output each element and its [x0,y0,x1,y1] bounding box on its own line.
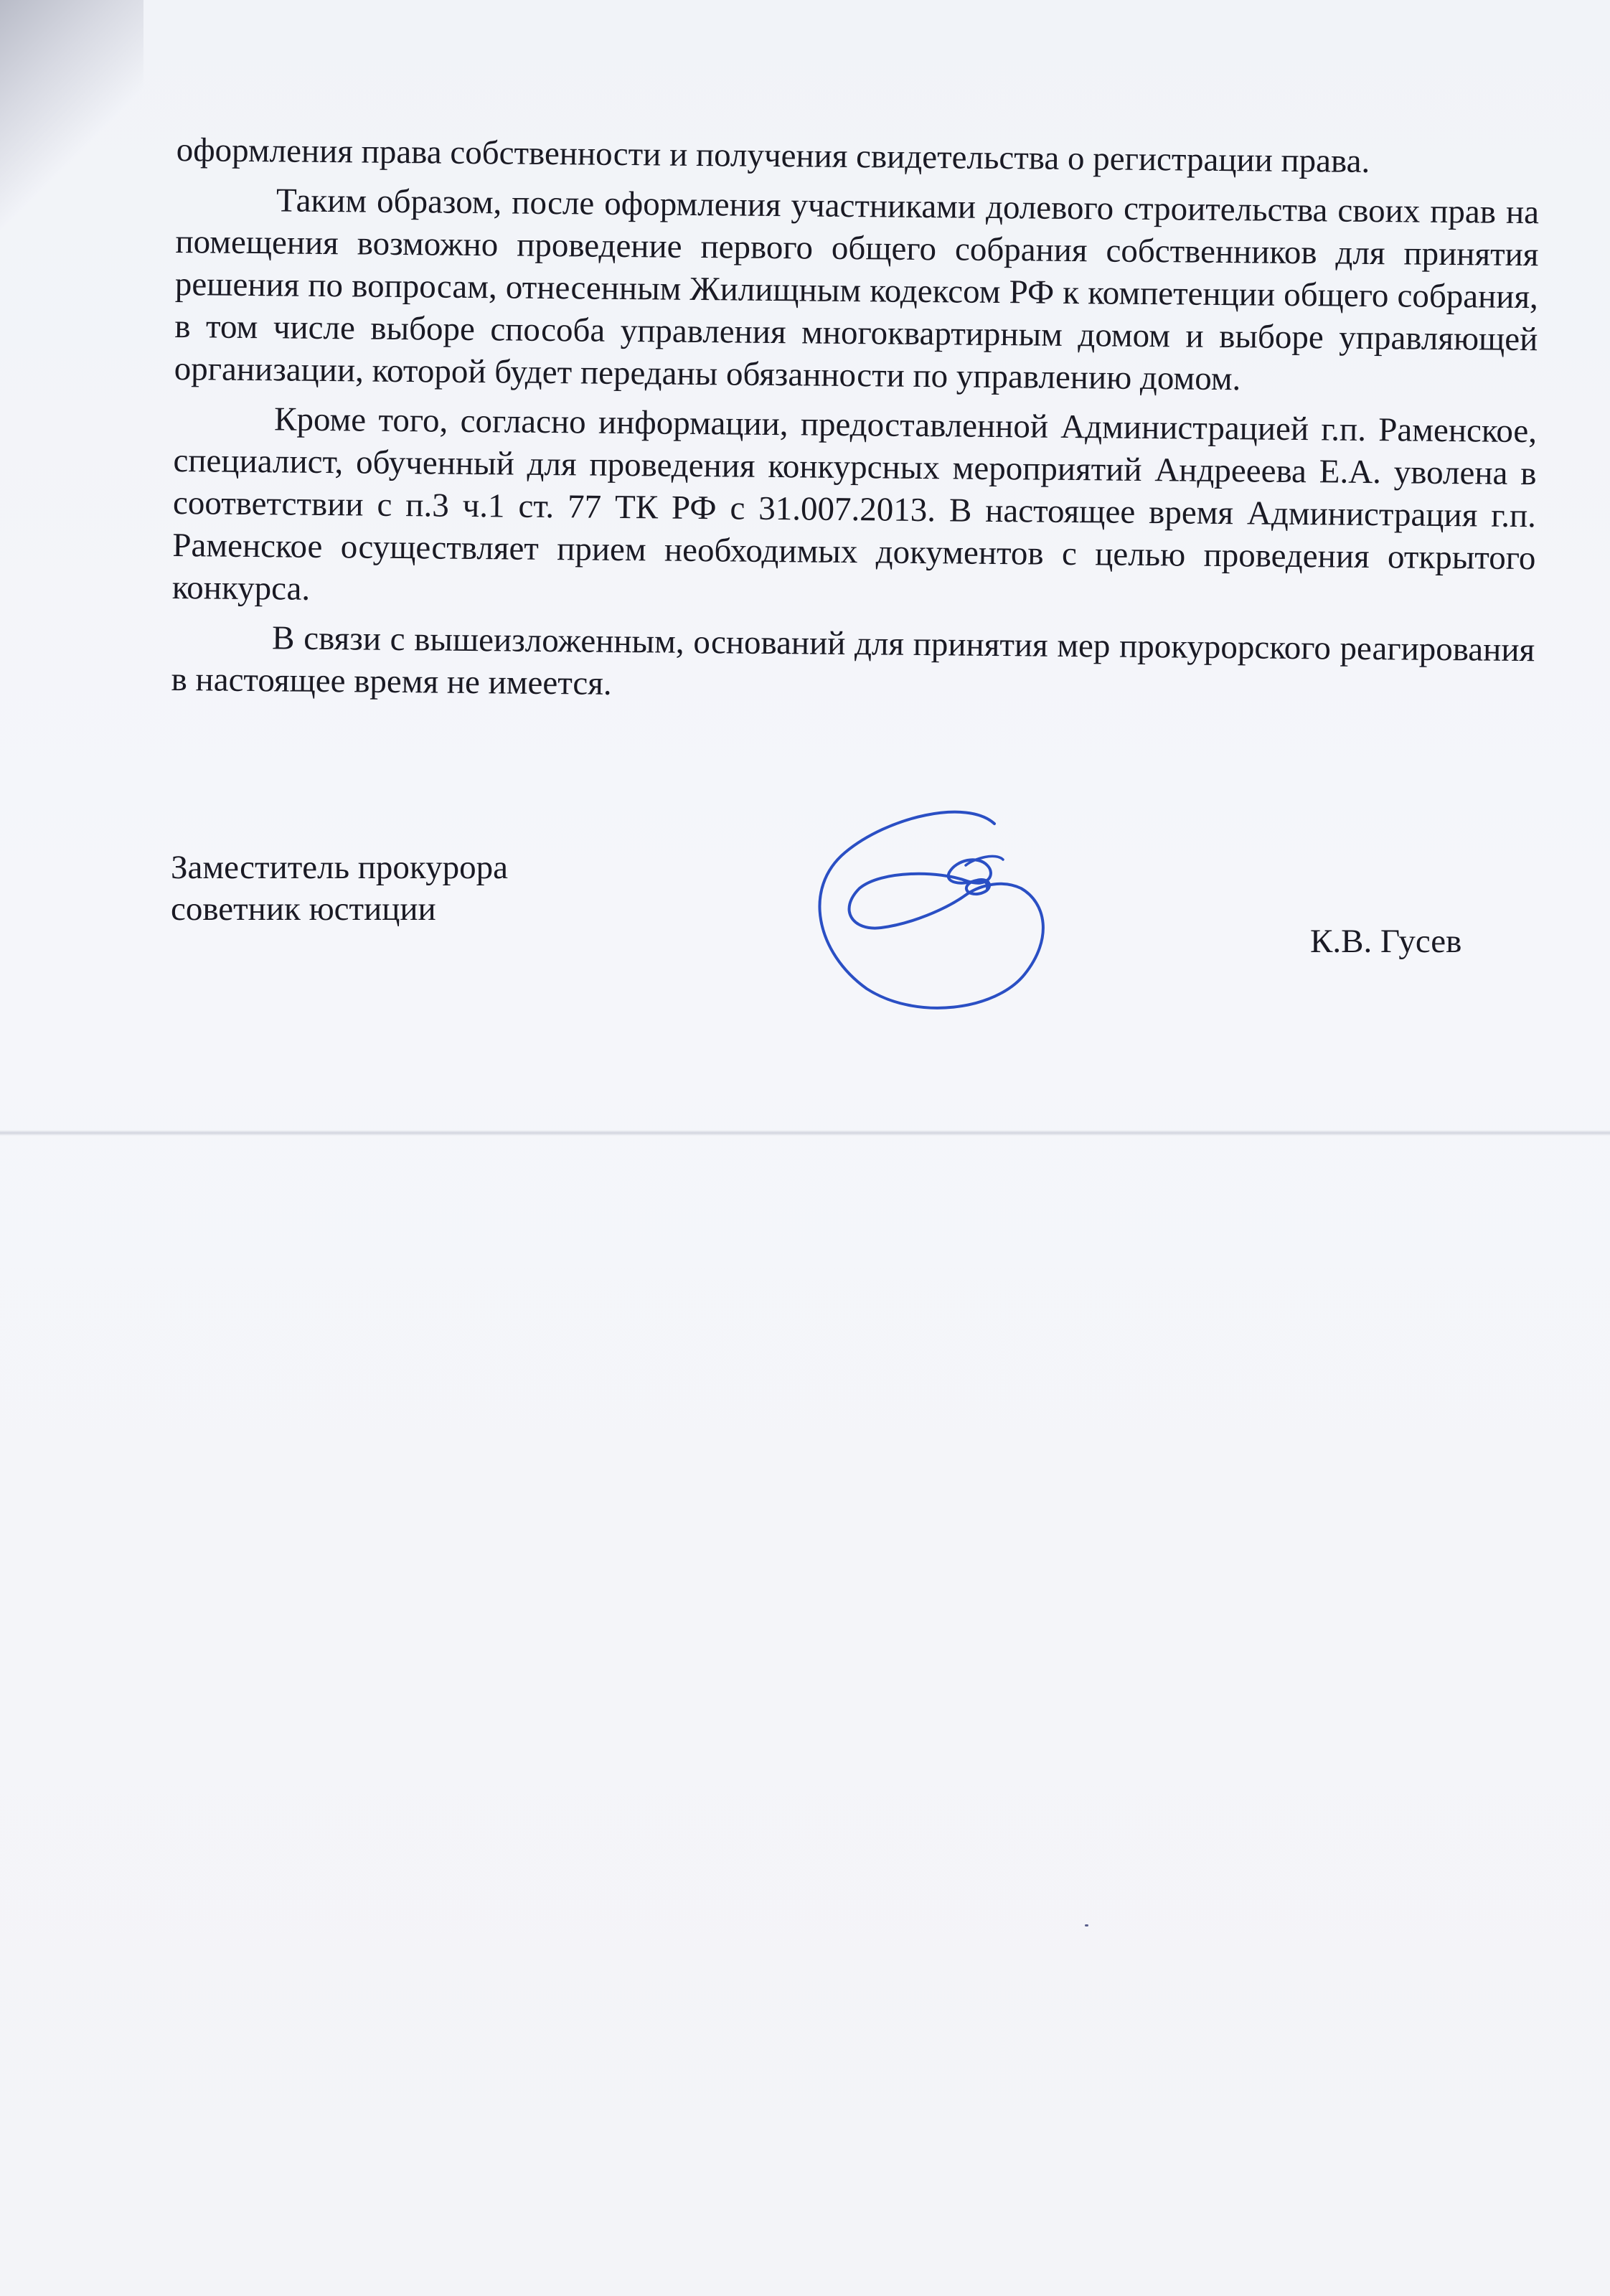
paper-fold-line [0,1130,1610,1136]
signatory-position-line1: Заместитель прокурора [171,849,508,886]
ink-speck [1085,1924,1088,1926]
letter-body [171,129,1540,721]
paragraph-administration-info: Кроме того, согласно информации, предоставленной Администрацией г.п. Раменское, специалист, обученный для проведения конкурсных мероприятий Андрееева Е.А. уволена в соответствии с п.3 ч.1 ст. 77 ТК РФ с 31.007.2013. В настоящее время Администрация г.п. Раменское осуществляет прием необходимых документов с целью проведения открытого конкурса. [171,400,1538,608]
page-corner-shadow [0,0,143,244]
paragraph-general-meeting: Таким образом, после оформления участниками долевого строительства своих прав на помещения возможно проведение первого общего собрания собственников для принятия решения по вопросам, отнесенным Жилищным кодексом РФ к компетенции общего собрания, в том числе выборе способа управления многоквартирным домом и выборе управляющей организации, которой будет переданы обязанности по управлению домом. [174,182,1540,398]
signatory-position [171,847,508,930]
paragraph-continuation: оформления права собственности и получения свидетельства о регистрации права. [176,131,1370,180]
signatory-name: К.В. Гусев [1310,923,1462,960]
signatory-position-line2: советник юстиции [171,890,436,928]
handwritten-signature [802,802,1060,1017]
paragraph-conclusion: В связи с вышеизложенным, оснований для принятия мер прокурорского реагирования в настоящее время не имеется. [171,619,1535,702]
